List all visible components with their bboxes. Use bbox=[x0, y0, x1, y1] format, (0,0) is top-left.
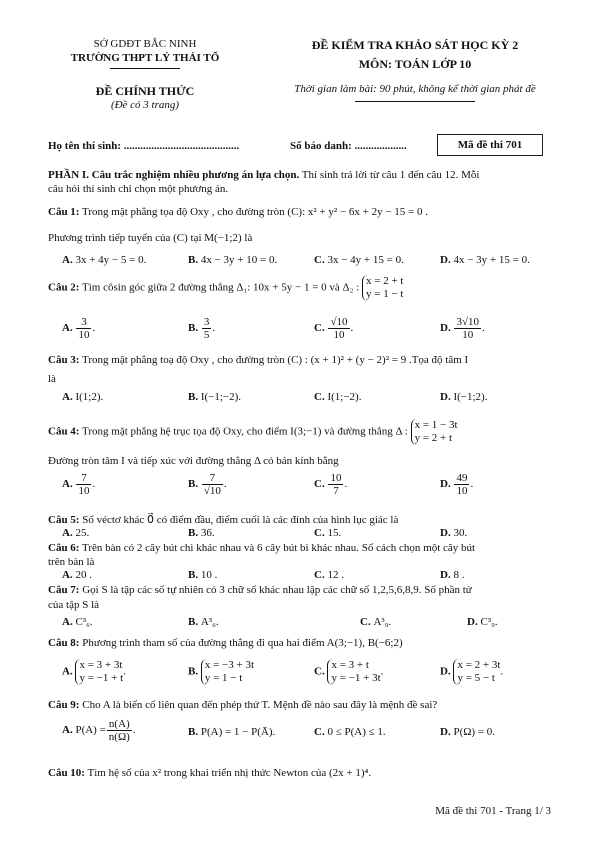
question-4: Câu 4: Trong mặt phẳng hệ trục tọa độ Oxy, cho điểm I(3;−1) và đường thẳng Δ : x = 1 − 3t y = 2 + t bbox=[48, 419, 458, 444]
part1-heading bbox=[48, 169, 479, 181]
q2-option-a[interactable]: A. $\frac{3}{10}$ . bbox=[62, 316, 96, 341]
question-3-text2: là bbox=[48, 373, 56, 385]
q7-option-b[interactable]: B. A³₆. bbox=[188, 616, 219, 628]
q9-option-c[interactable]: C. 0 ≤ P(A) ≤ 1. bbox=[314, 726, 386, 738]
divider bbox=[355, 101, 475, 102]
q3-option-a[interactable]: A. I(1;2). bbox=[62, 391, 104, 403]
q5-option-b[interactable]: B. 36. bbox=[188, 527, 215, 539]
page-count: (Đề có 3 trang) bbox=[110, 99, 180, 111]
question-1-text2: Phương trình tiếp tuyến của (C) tại M(−1;2) là bbox=[48, 232, 253, 244]
subject: MÔN: TOÁN LỚP 10 bbox=[358, 57, 472, 71]
question-10: Câu 10: Tìm hệ số của x² trong khai triển nhị thức Newton của (2x + 1)⁴. bbox=[48, 767, 372, 779]
q2-option-d[interactable]: D. $\frac{3√10}{10}$ . bbox=[440, 316, 485, 341]
q8-option-c[interactable]: C. x = 3 + t y = −1 + 3t. bbox=[314, 659, 384, 684]
q2-option-c[interactable]: C. $\frac{√10}{10}$ . bbox=[314, 316, 354, 341]
q5-option-a[interactable]: A. 25. bbox=[62, 527, 90, 539]
q6-option-c[interactable]: C. 12 . bbox=[314, 569, 344, 581]
question-6: Câu 6: Trên bàn có 2 cây bút chì khác nhau và 6 cây bút bi khác nhau. Số cách chọn một cây bút bbox=[48, 542, 476, 554]
q4-option-a[interactable]: A. $\frac{7}{10}$ . bbox=[62, 472, 96, 497]
q1-option-c[interactable]: C. 3x − 4y + 15 = 0. bbox=[314, 254, 404, 266]
sbd-label: Số báo danh: ................... bbox=[290, 140, 407, 152]
q1-option-d[interactable]: D. 4x − 3y + 15 = 0. bbox=[440, 254, 530, 266]
divider bbox=[110, 68, 180, 69]
q-text: Trong mặt phẳng tọa độ Oxy , cho đường tròn (C): x² + y² − 6x + 2y − 15 = 0 . bbox=[79, 206, 429, 218]
question-8: Câu 8: Phương trình tham số của đường thẳng đi qua hai điểm A(3;−1), B(−6;2) bbox=[48, 637, 403, 649]
question-9: Câu 9: Cho A là biến cố liên quan đến phép thử T. Mệnh đề nào sau đây là mệnh đề sai? bbox=[48, 699, 438, 711]
q1-option-a[interactable]: A. 3x + 4y − 5 = 0. bbox=[62, 254, 147, 266]
q3-option-b[interactable]: B. I(−1;−2). bbox=[188, 391, 242, 403]
school-name: TRƯỜNG THPT LÝ THÁI TỔ bbox=[70, 52, 220, 64]
candidate-name-label: Họ tên thí sinh: .......................................... bbox=[48, 140, 240, 152]
exam-code-box: Mã đề thi 701 bbox=[437, 134, 543, 156]
q4-option-d[interactable]: D. $\frac{49}{10}$ . bbox=[440, 472, 474, 497]
q7-option-a[interactable]: A. C³₆. bbox=[62, 616, 93, 628]
question-4-text2: Đường tròn tâm I và tiếp xúc với đường thẳng Δ có bán kính bằng bbox=[48, 455, 339, 467]
q2-option-b[interactable]: B. $\frac{3}{5}$ . bbox=[188, 316, 216, 341]
part1-title: PHẦN I. Câu trắc nghiệm nhiều phương án lựa chọn. bbox=[48, 169, 300, 181]
time-info: Thời gian làm bài: 90 phút, không kể thời gian phát đề bbox=[294, 83, 536, 95]
q3-option-d[interactable]: D. I(−1;2). bbox=[440, 391, 488, 403]
q7-option-c[interactable]: C. A³₉. bbox=[360, 616, 392, 628]
q4-option-c[interactable]: C. $\frac{10}{7}$ . bbox=[314, 472, 348, 497]
q8-option-d[interactable]: D. x = 2 + 3t y = 5 − t. bbox=[440, 659, 504, 684]
q4-option-b[interactable]: B. $\frac{7}{√10}$ . bbox=[188, 472, 227, 497]
q8-option-a[interactable]: A. x = 3 + 3t y = −1 + t. bbox=[62, 659, 126, 684]
q6-option-d[interactable]: D. 8 . bbox=[440, 569, 465, 581]
q6-option-a[interactable]: A. 20 . bbox=[62, 569, 92, 581]
q8-option-b[interactable]: B. x = −3 + 3t y = 1 − t bbox=[188, 659, 255, 684]
question-7-text2: của tập S là bbox=[48, 599, 100, 611]
q-label: Câu 1: bbox=[48, 206, 80, 218]
question-2: Câu 2: Tìm côsin góc giữa 2 đường thẳng Δ₁: 10x + 5y − 1 = 0 và Δ₂ : x = 2 + t y = 1 − t bbox=[48, 275, 404, 300]
q9-option-a[interactable]: A. P(A) = $\frac{n(A)}{n(\Omega)}$ . bbox=[62, 718, 136, 743]
part1-desc2: câu hỏi thí sinh chỉ chọn một phương án. bbox=[48, 183, 229, 195]
q6-option-b[interactable]: B. 10 . bbox=[188, 569, 218, 581]
question-3: Câu 3: Trong mặt phẳng toạ độ Oxy , cho đường tròn (C) : (x + 1)² + (y − 2)² = 9 .Tọa độ tâm I bbox=[48, 354, 469, 366]
question-7: Câu 7: Gọi S là tập các số tự nhiên có 3 chữ số khác nhau lập các chữ số 1,2,5,6,8,9. Số phần tử bbox=[48, 584, 472, 596]
official-label: ĐỀ CHÍNH THỨC bbox=[95, 84, 195, 98]
q9-option-b[interactable]: B. P(A) = 1 − P(Ā). bbox=[188, 726, 276, 738]
q7-option-d[interactable]: D. C³₉. bbox=[467, 616, 498, 628]
department-name: SỞ GDĐT BẮC NINH bbox=[93, 38, 197, 50]
q3-option-c[interactable]: C. I(1;−2). bbox=[314, 391, 362, 403]
q9-option-d[interactable]: D. P(Ω) = 0. bbox=[440, 726, 496, 738]
page-footer: Mã đề thi 701 - Trang 1/ 3 bbox=[435, 805, 551, 817]
question-1 bbox=[48, 206, 428, 218]
q4-system: x = 1 − 3t y = 2 + t bbox=[411, 419, 458, 445]
q2-system: x = 2 + t y = 1 − t bbox=[362, 275, 403, 301]
part1-desc: Thí sinh trả lời từ câu 1 đến câu 12. Mỗi bbox=[299, 169, 480, 181]
q1-option-b[interactable]: B. 4x − 3y + 10 = 0. bbox=[188, 254, 278, 266]
exam-title: ĐỀ KIỂM TRA KHẢO SÁT HỌC KỲ 2 bbox=[311, 38, 519, 52]
q5-option-d[interactable]: D. 30. bbox=[440, 527, 468, 539]
question-6-text2: trên bàn là bbox=[48, 556, 95, 568]
question-5: Câu 5: Số véctơ khác 0⃗ có điểm đầu, điểm cuối là các đỉnh của hình lục giác là bbox=[48, 514, 399, 526]
q5-option-c[interactable]: C. 15. bbox=[314, 527, 342, 539]
